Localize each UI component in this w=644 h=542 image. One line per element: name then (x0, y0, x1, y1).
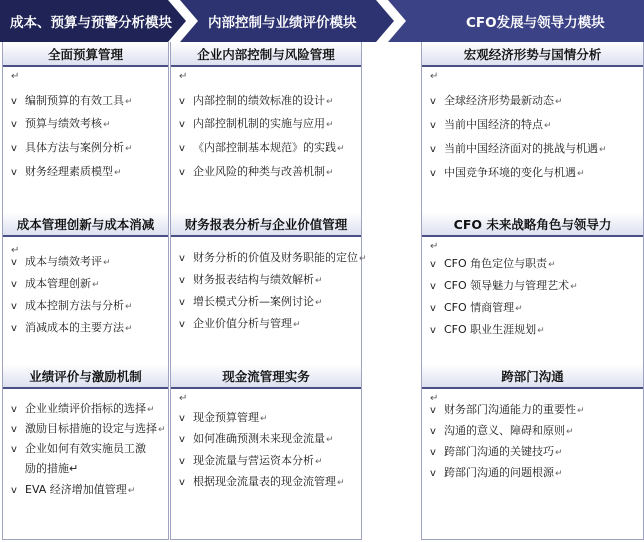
section-title: 财务报表分析与企业价值管理 (171, 212, 361, 237)
paragraph-mark: ↵ (179, 393, 188, 404)
list-item: v 企业价值分析与管理↵ (179, 317, 301, 330)
list-item: v 企业风险的种类与改善机制↵ (179, 165, 334, 178)
list-item: v 财务经理素质模型↵ (11, 165, 122, 178)
paragraph-mark: ↵ (430, 241, 439, 252)
list-item: v 财务分析的价值及财务职能的定位↵ (179, 251, 367, 264)
list-item: v 内部控制机制的实施与应用↵ (179, 117, 334, 130)
list-item: v 跨部门沟通的问题根源↵ (430, 466, 563, 479)
list-item-continuation: 励的措施↵ (25, 462, 79, 475)
section-budget-management (3, 42, 168, 212)
module-title-cost-budget: 成本、预算与预警分析模块 (10, 15, 172, 31)
module-column-2 (170, 42, 367, 540)
section-cash-flow-management (171, 364, 361, 540)
section-financial-statement-analysis (171, 212, 367, 364)
list-item: v CFO 职业生涯规划↵ (430, 323, 545, 336)
module-banner (0, 0, 644, 42)
section-cfo-strategic-role (422, 212, 643, 364)
list-item: v 全球经济形势最新动态↵ (430, 94, 563, 107)
section-title: 成本管理创新与成本消减 (3, 212, 168, 237)
list-item: v 当前中国经济面对的挑战与机遇↵ (430, 142, 607, 155)
module-title-cfo-leadership: CFO发展与领导力模块 (466, 15, 605, 31)
section-cross-department-communication (422, 364, 643, 540)
list-item: v 成本管理创新↵ (11, 277, 100, 290)
list-item: v 企业如何有效实施员工激 (11, 442, 146, 455)
list-item: v CFO 角色定位与职责↵ (430, 257, 556, 270)
paragraph-mark: ↵ (11, 71, 20, 82)
section-cost-innovation (3, 212, 168, 364)
list-item: v 成本控制方法与分析↵ (11, 299, 133, 312)
list-item: v 《内部控制基本规范》的实践↵ (179, 141, 345, 154)
list-item: v EVA 经济增加值管理↵ (11, 483, 136, 496)
list-item: v 内部控制的绩效标准的设计↵ (179, 94, 334, 107)
paragraph-mark: ↵ (430, 393, 439, 404)
list-item: v CFO 情商管理↵ (430, 301, 523, 314)
list-item: v 财务报表结构与绩效解析↵ (179, 273, 323, 286)
section-performance-incentive (3, 364, 168, 540)
section-title: 宏观经济形势与国情分析 (422, 42, 643, 67)
list-item: v 编制预算的有效工具↵ (11, 94, 133, 107)
list-item: v 沟通的意义、障碍和原则↵ (430, 424, 574, 437)
module-title-internal-control: 内部控制与业绩评价模块 (208, 15, 357, 31)
module-column-3 (421, 42, 644, 540)
paragraph-mark: ↵ (11, 245, 20, 256)
section-title: 企业内部控制与风险管理 (171, 42, 361, 67)
section-internal-control-risk (171, 42, 361, 212)
section-title: 业绩评价与激励机制 (3, 364, 168, 389)
list-item: v 企业业绩评价指标的选择↵ (11, 402, 155, 415)
section-title: CFO 未来战略角色与领导力 (422, 212, 643, 237)
paragraph-mark: ↵ (179, 71, 188, 82)
module-column-1 (2, 42, 169, 540)
list-item: v 现金流量与营运资本分析↵ (179, 454, 323, 467)
section-title: 跨部门沟通 (422, 364, 643, 389)
paragraph-mark: ↵ (430, 71, 439, 82)
list-item: v CFO 领导魅力与管理艺术↵ (430, 279, 578, 292)
section-title: 全面预算管理 (3, 42, 168, 67)
list-item: v 如何准确预测未来现金流量↵ (179, 432, 334, 445)
list-item: v 激励目标措施的设定与选择↵ (11, 422, 166, 435)
list-item: v 财务部门沟通能力的重要性↵ (430, 403, 585, 416)
list-item: v 现金预算管理↵ (179, 411, 268, 424)
list-item: v 具体方法与案例分析↵ (11, 141, 133, 154)
list-item: v 中国竞争环境的变化与机遇↵ (430, 166, 585, 179)
list-item: v 消减成本的主要方法↵ (11, 321, 133, 334)
list-item: v 预算与绩效考核↵ (11, 117, 111, 130)
list-item: v 跨部门沟通的关键技巧↵ (430, 445, 563, 458)
list-item: v 增长模式分析—案例讨论↵ (179, 295, 323, 308)
list-item: v 当前中国经济的特点↵ (430, 118, 552, 131)
list-item: v 根据现金流量表的现金流管理↵ (179, 475, 345, 488)
list-item: v 成本与绩效考评↵ (11, 255, 111, 268)
section-macro-economy (422, 42, 643, 212)
section-title: 现金流管理实务 (171, 364, 361, 389)
